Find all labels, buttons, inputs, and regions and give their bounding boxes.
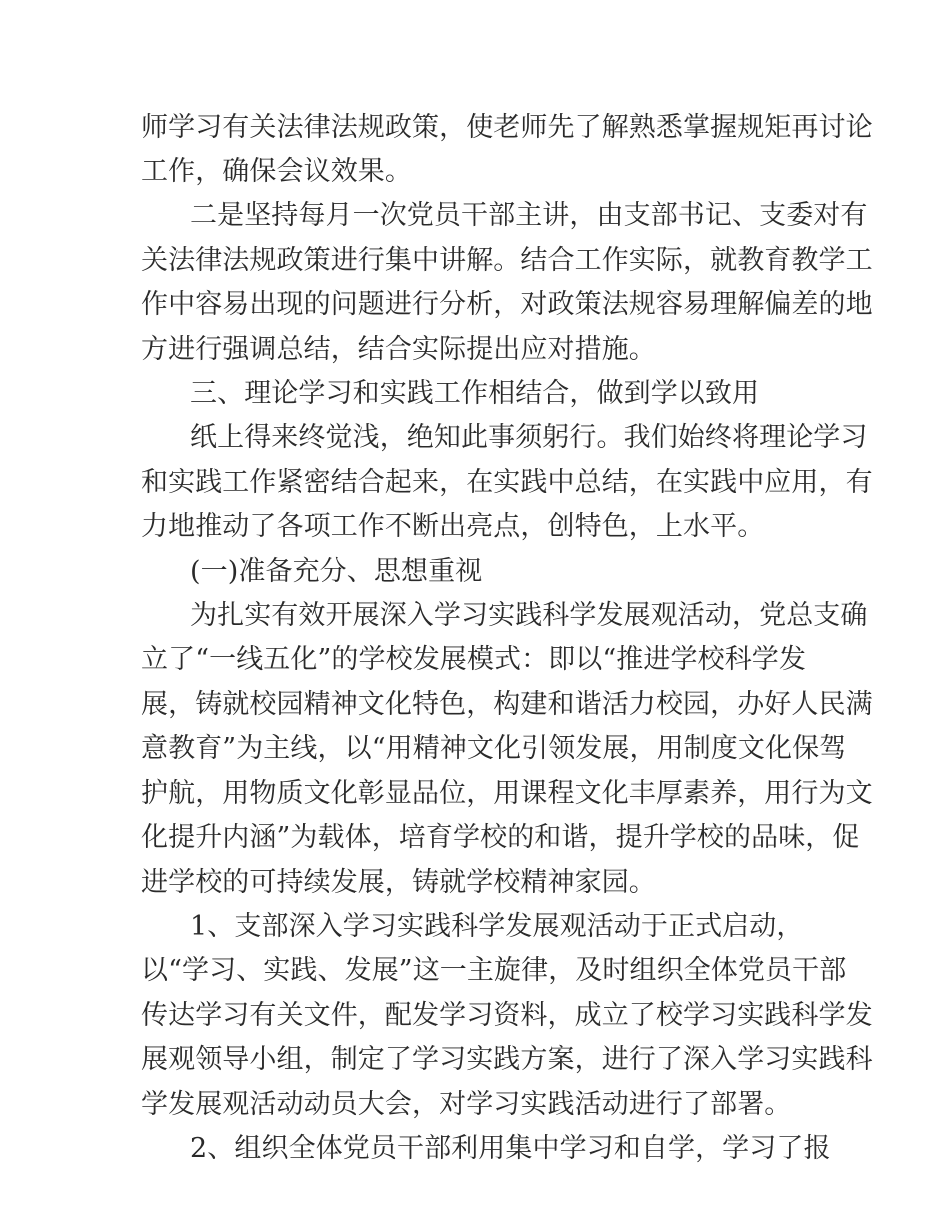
paragraph-line: 和实践工作紧密结合起来，在实践中总结，在实践中应用，有 xyxy=(141,467,873,498)
paragraph-line: 化提升内涵”为载体，培育学校的和谐，提升学校的品味，促 xyxy=(141,822,860,853)
subsection-heading: (一)准备充分、思想重视 xyxy=(190,556,483,587)
paragraph-line: 2、组织全体党员干部利用集中学习和自学，学习了报 xyxy=(190,1133,831,1164)
paragraph-line: 纸上得来终觉浅，绝知此事须躬行。我们始终将理论学习 xyxy=(190,422,868,453)
paragraph-line: 以“学习、实践、发展”这一主旋律，及时组织全体党员干部 xyxy=(141,955,847,986)
paragraph-line: 工作，确保会议效果。 xyxy=(141,156,412,187)
paragraph-line: 立了“一线五化”的学校发展模式：即以“推进学校科学发 xyxy=(141,644,807,675)
paragraph-line: 力地推动了各项工作不断出亮点，创特色，上水平。 xyxy=(141,511,765,542)
paragraph-line: 学发展观活动动员大会，对学习实践活动进行了部署。 xyxy=(141,1089,792,1120)
paragraph-line: 师学习有关法律法规政策，使老师先了解熟悉掌握规矩再讨论 xyxy=(141,112,873,143)
paragraph-line: 作中容易出现的问题进行分析，对政策法规容易理解偏差的地 xyxy=(141,289,873,320)
paragraph-line: 护航，用物质文化彰显品位，用课程文化丰厚素养，用行为文 xyxy=(141,778,873,809)
paragraph-line: 传达学习有关文件，配发学习资料，成立了校学习实践科学发 xyxy=(141,1000,873,1031)
paragraph-line: 二是坚持每月一次党员干部主讲，由支部书记、支委对有 xyxy=(190,200,868,231)
section-heading: 三、理论学习和实践工作相结合，做到学以致用 xyxy=(190,378,760,409)
paragraph-line: 进学校的可持续发展，铸就学校精神家园。 xyxy=(141,867,656,898)
paragraph-line: 方进行强调总结，结合实际提出应对措施。 xyxy=(141,334,656,365)
paragraph-line: 意教育”为主线，以“用精神文化引领发展，用制度文化保驾 xyxy=(141,733,847,764)
paragraph-line: 1、支部深入学习实践科学发展观活动于正式启动， xyxy=(190,911,804,942)
paragraph-line: 为扎实有效开展深入学习实践科学发展观活动，党总支确 xyxy=(190,600,868,631)
paragraph-line: 展观领导小组，制定了学习实践方案，进行了深入学习实践科 xyxy=(141,1044,873,1075)
paragraph-line: 展，铸就校园精神文化特色，构建和谐活力校园，办好人民满 xyxy=(141,689,873,720)
paragraph-line: 关法律法规政策进行集中讲解。结合工作实际，就教育教学工 xyxy=(141,245,873,276)
